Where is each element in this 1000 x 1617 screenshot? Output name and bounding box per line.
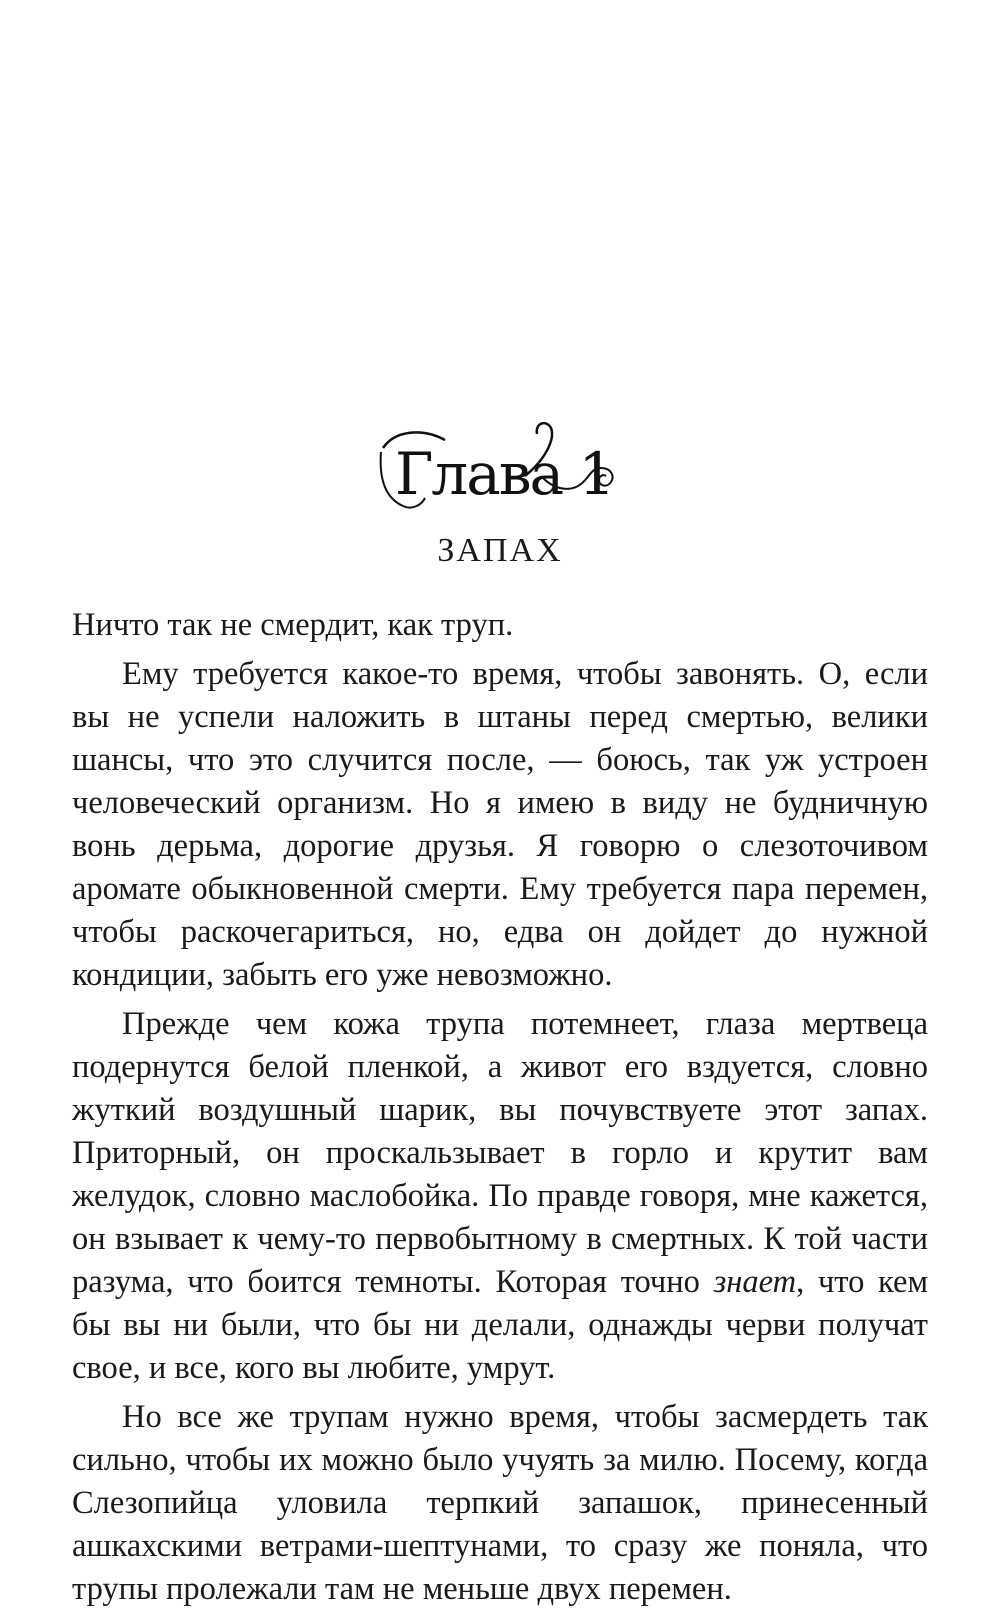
chapter-title: ЗАПАХ xyxy=(437,532,563,569)
paragraph: Прежде чем кожа трупа потемнеет, глаза мертвеца подернутся белой пленкой, а живот его вздуется, словно жуткий воздушный шарик, вы почувствуете этот запах. Приторный, он проскальзывает в горло и крутит вам желудок, словно маслобойка. По правде говоря, мне кажется, он взывает к чему-то первобытному в смертных. К той части разума, что боится темноты. Которая точно знает, что кем бы вы ни были, что бы ни делали, однажды черви получат свое, и все, кого вы любите, умрут. xyxy=(72,1006,929,1386)
chapter-body xyxy=(72,604,928,1617)
emphasis: знает xyxy=(713,1264,797,1300)
paragraph: Ничто так не смердит, как труп. xyxy=(72,607,514,643)
paragraph: Ему требуется какое-то время, чтобы завонять. О, если вы не успели наложить в штаны перед смертью, велики шансы, что это случится после, — боюсь, так уж устроен человеческий организм. Но я имею в виду не будничную вонь дерьма, дорогие друзья. Я говорю о слезоточивом аромате обыкновенной смерти. Ему требуется пара перемен, чтобы раскочегариться, но, едва он дойдет до нужной кондиции, забыть его уже невозможно. xyxy=(72,656,928,993)
chapter-ornament-label: Глава 1 xyxy=(395,440,614,508)
chapter-ornament xyxy=(375,418,625,518)
chapter-header xyxy=(0,418,1000,570)
paragraph: Но все же трупам нужно время, чтобы засмердеть так сильно, чтобы их можно было учуять за милю. Посему, когда Слезопийца уловила терпкий запашок, принесенный ашкахскими ветрами-шептунами, то сразу же поняла, что трупы пролежали там не меньше двух перемен. xyxy=(72,1399,928,1607)
